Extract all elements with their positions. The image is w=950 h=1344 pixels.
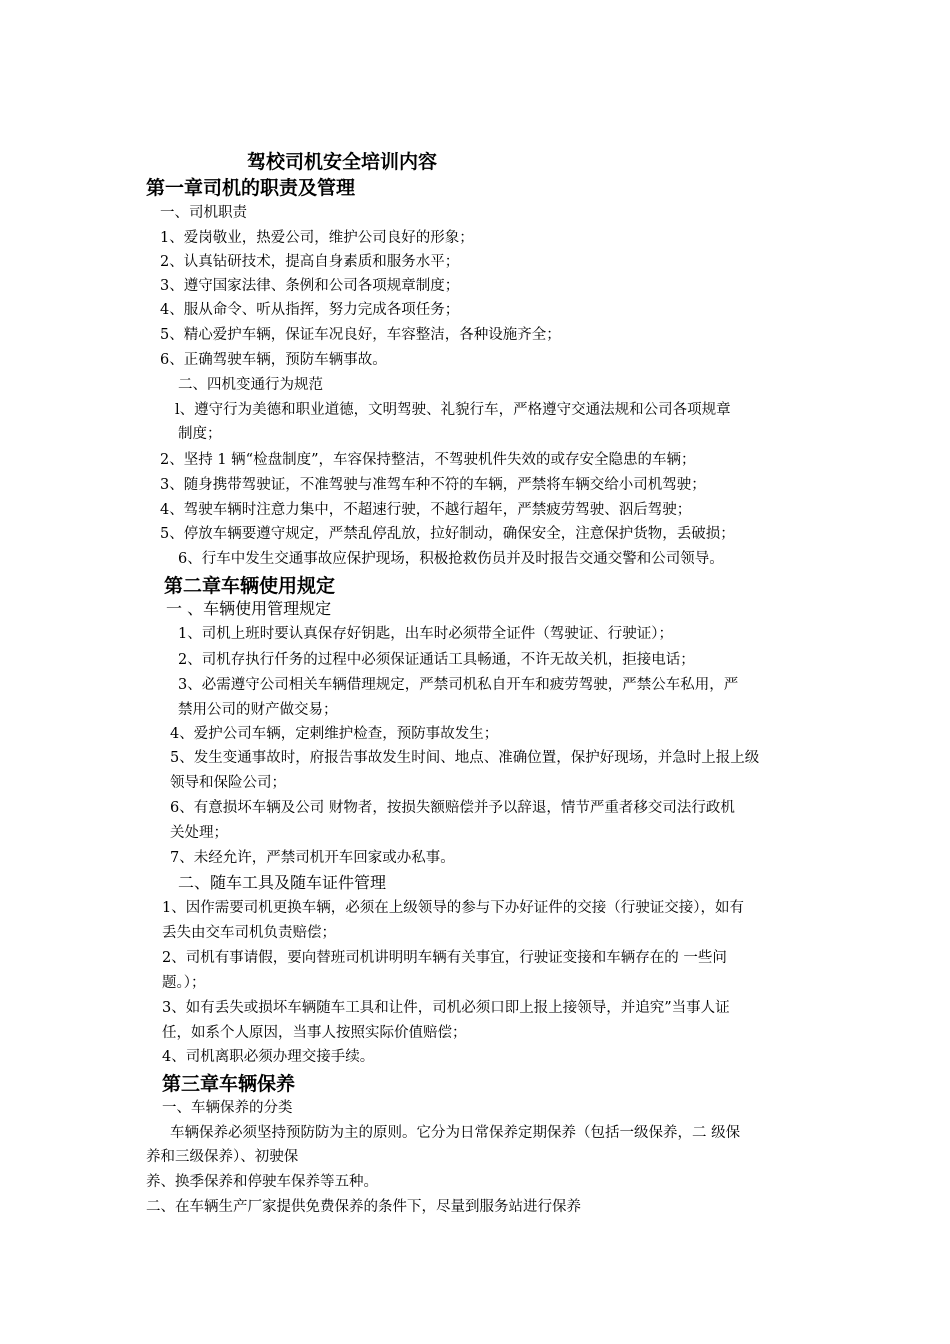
- list-item: 3、如有丢失或损坏车辆随车工具和让件，司机必须口即上报上接领导，并追究”当事人证: [162, 1000, 730, 1016]
- paragraph-line: 车辆保养必须坚持预防防为主的原则。它分为日常保养定期保养（包括一级保养，二 级保: [170, 1125, 741, 1141]
- chapter-1-heading: 第一章司机的职责及管理: [146, 177, 356, 199]
- chapter-3-section-1-heading: 一、车辆保养的分类: [162, 1100, 293, 1116]
- chapter-1-section-2-heading: 二、四机变通行为规范: [178, 377, 323, 393]
- list-item: 3、遵守国家法律、条例和公司各项规章制度；: [160, 278, 460, 294]
- paragraph-line: 养和三级保养）、初驶保: [146, 1149, 299, 1165]
- list-item-continuation: 任，如系个人原因，当事人按照实际价值赔偿；: [162, 1025, 467, 1041]
- list-item: 3、随身携带驾驶证，不准驾驶与准驾车种不符的车辆，严禁将车辆交给小司机驾驶；: [160, 477, 706, 493]
- list-item-continuation: 制度；: [178, 426, 222, 442]
- list-item: 7、未经允许，严禁司机开车回家或办私事。: [170, 850, 455, 866]
- list-item: 2、司机存执行仟务的过程中必须保证通话工具畅通，不许无故关机，拒接电话；: [178, 652, 695, 668]
- chapter-1-section-1-heading: 一、司机职责: [160, 205, 247, 221]
- list-item: 5、停放车辆要遵守规定，严禁乱停乱放，拉好制动，确保安全，注意保护货物，丢破损；: [160, 526, 735, 542]
- list-item-continuation: 题。）；: [162, 975, 206, 991]
- list-item: 4、服从命令、听从指挥，努力完成各项任务；: [160, 302, 460, 318]
- list-item: 1、爱岗敬业，热爱公司，维护公司良好的形象；: [160, 230, 474, 246]
- chapter-3-section-2-heading: 二、在车辆生产厂家提供免费保养的条件下，尽量到服务站进行保养: [146, 1199, 581, 1215]
- list-item-continuation: 禁用公司的财产做交易；: [178, 702, 338, 718]
- list-item-continuation: 丢失由交车司机负责赔偿；: [162, 925, 336, 941]
- chapter-2-heading: 第二章车辆使用规定: [164, 575, 336, 597]
- list-item: 2、坚持 1 辆“检盘制度”，车容保持整洁，不驾驶机件失效的或存安全隐患的车辆；: [160, 452, 696, 468]
- chapter-2-section-1-heading: 一 、车辆使用管理规定: [166, 599, 332, 618]
- list-item: 6、有意损坏车辆及公司 财物者，按损失额赔偿并予以辞退，情节严重者移交司法行政机: [170, 800, 735, 816]
- list-item: 6、正确驾驶车辆，预防车辆事故。: [160, 352, 387, 368]
- list-item: 4、司机离职必须办理交接手续。: [162, 1049, 375, 1065]
- list-item: 1、司机上班时要认真保存好钥匙，出车时必须带全证件（驾驶证、行驶证）；: [178, 626, 673, 642]
- paragraph-line: 养、换季保养和停驶车保养等五种。: [146, 1174, 378, 1190]
- list-item-continuation: 领导和保险公司；: [170, 775, 286, 791]
- chapter-3-heading: 第三章车辆保养: [162, 1073, 296, 1095]
- list-item: 6、行车中发生交通事故应保护现场，积极抢救伤员并及时报告交通交警和公司领导。: [178, 551, 724, 567]
- list-item: 4、驾驶车辆时注意力集中，不超速行驶，不越行超年，严禁疲劳驾驶、泅后驾驶；: [160, 502, 692, 518]
- list-item-continuation: 关处理；: [170, 825, 228, 841]
- list-item: 4、爱护公司车辆，定剌维护检查，预防事故发生；: [170, 726, 499, 742]
- chapter-2-section-2-heading: 二、随车工具及随车证件管理: [178, 873, 387, 892]
- list-item: 3、必需遵守公司相关车辆借理规定，严禁司机私自开车和疲劳驾驶，严禁公车私用，严: [178, 677, 739, 693]
- list-item: 5、发生变通事故时，府报告事故发生时间、地点、准确位置，保护好现场，并急时上报上级: [170, 750, 760, 766]
- list-item: 5、精心爱护车辆，保证车况良好，车容整洁，各种设施齐全；: [160, 327, 561, 343]
- document-title: 驾校司机安全培训内容: [247, 151, 438, 173]
- list-item: 2、司机有事请假，要向替班司机讲明明车辆有关事宜，行驶证变接和车辆存在的 一些问: [162, 950, 727, 966]
- list-item: l、遵守行为美德和职业道德，文明驾驶、礼貌行车，严格遵守交通法规和公司各项规章: [175, 402, 731, 418]
- list-item: 2、认真钻研技术，提高自身素质和服务水平；: [160, 254, 460, 270]
- list-item: 1、因作需要司机更换车辆，必须在上级领导的参与下办好证件的交接（行驶证交接），如有: [162, 900, 744, 916]
